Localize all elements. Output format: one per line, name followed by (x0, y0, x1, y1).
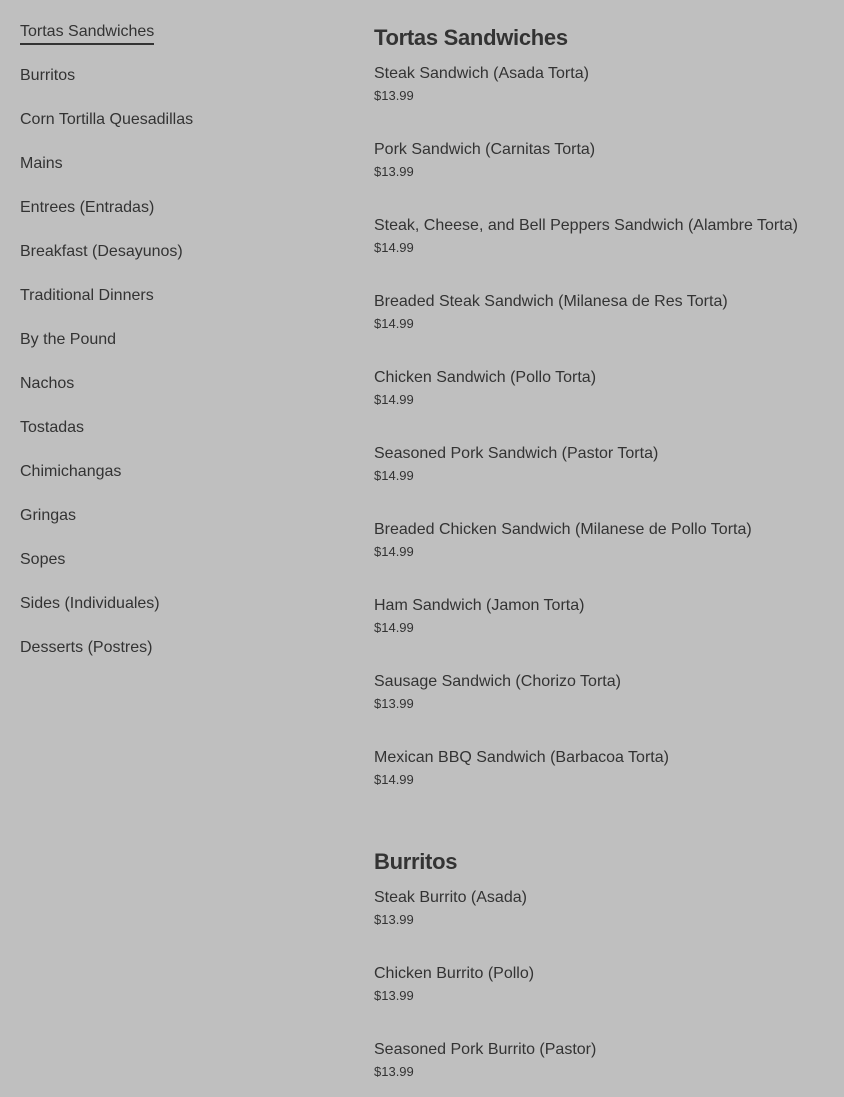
nav-item-label: Breakfast (Desayunos) (20, 243, 183, 260)
menu-item-name: Seasoned Pork Burrito (Pastor) (374, 1041, 597, 1058)
menu-item-price: $13.99 (374, 88, 414, 103)
nav-item-label: Nachos (20, 375, 75, 392)
nav-item-label: Tostadas (20, 419, 85, 436)
nav-item-label: Traditional Dinners (20, 287, 154, 304)
nav-item-label: Sopes (20, 551, 66, 568)
nav-item-label: Tortas Sandwiches (20, 21, 154, 45)
menu-item[interactable] (374, 1038, 834, 1097)
nav-item-corn-tortilla-quesadillas[interactable] (20, 108, 340, 152)
menu-item-price: $14.99 (374, 392, 414, 407)
menu-item-name: Seasoned Pork Sandwich (Pastor Torta) (374, 445, 659, 462)
nav-item-gringas[interactable] (20, 504, 340, 548)
menu-item[interactable] (374, 138, 834, 214)
nav-item-label: Chimichangas (20, 463, 122, 480)
category-nav (20, 20, 340, 680)
nav-item-label: Mains (20, 155, 63, 172)
menu-item-name: Steak Burrito (Asada) (374, 889, 527, 906)
nav-item-label: Desserts (Postres) (20, 639, 153, 656)
section-title: Tortas Sandwiches (374, 25, 568, 50)
menu-content (374, 22, 834, 1097)
menu-item-price: $14.99 (374, 316, 414, 331)
menu-section-tortas (374, 22, 834, 822)
menu-item-name: Ham Sandwich (Jamon Torta) (374, 597, 585, 614)
menu-item[interactable] (374, 594, 834, 670)
nav-item-breakfast[interactable] (20, 240, 340, 284)
section-title: Burritos (374, 849, 458, 874)
menu-item-price: $14.99 (374, 772, 414, 787)
nav-item-label: Sides (Individuales) (20, 595, 160, 612)
menu-item-name: Steak, Cheese, and Bell Peppers Sandwich (Alambre Torta) (374, 217, 798, 234)
menu-item-name: Steak Sandwich (Asada Torta) (374, 65, 589, 82)
nav-item-burritos[interactable] (20, 64, 340, 108)
nav-item-label: Gringas (20, 507, 77, 524)
menu-item[interactable] (374, 746, 834, 822)
nav-item-label: Corn Tortilla Quesadillas (20, 111, 194, 128)
nav-item-label: By the Pound (20, 331, 117, 348)
nav-item-mains[interactable] (20, 152, 340, 196)
menu-item[interactable] (374, 518, 834, 594)
nav-item-desserts[interactable] (20, 636, 340, 680)
menu-item-price: $14.99 (374, 544, 414, 559)
nav-item-label: Entrees (Entradas) (20, 199, 155, 216)
menu-item-name: Breaded Steak Sandwich (Milanesa de Res Torta) (374, 293, 728, 310)
nav-item-entrees[interactable] (20, 196, 340, 240)
menu-section-burritos (374, 846, 834, 1097)
nav-item-traditional-dinners[interactable] (20, 284, 340, 328)
menu-item-price: $14.99 (374, 620, 414, 635)
nav-item-chimichangas[interactable] (20, 460, 340, 504)
menu-item[interactable] (374, 442, 834, 518)
menu-item-price: $14.99 (374, 468, 414, 483)
menu-item-price: $13.99 (374, 988, 414, 1003)
nav-item-sides[interactable] (20, 592, 340, 636)
menu-item[interactable] (374, 962, 834, 1038)
menu-item-price: $13.99 (374, 696, 414, 711)
menu-item-name: Sausage Sandwich (Chorizo Torta) (374, 673, 621, 690)
menu-item-price: $13.99 (374, 1064, 414, 1079)
menu-item-name: Chicken Burrito (Pollo) (374, 965, 535, 982)
nav-item-label: Burritos (20, 67, 76, 84)
menu-item-name: Mexican BBQ Sandwich (Barbacoa Torta) (374, 749, 669, 766)
menu-item[interactable] (374, 62, 834, 138)
menu-item[interactable] (374, 670, 834, 746)
menu-item[interactable] (374, 290, 834, 366)
menu-item-name: Chicken Sandwich (Pollo Torta) (374, 369, 597, 386)
nav-item-tostadas[interactable] (20, 416, 340, 460)
nav-item-nachos[interactable] (20, 372, 340, 416)
nav-item-by-the-pound[interactable] (20, 328, 340, 372)
menu-item-price: $13.99 (374, 164, 414, 179)
menu-item[interactable] (374, 214, 834, 290)
menu-item[interactable] (374, 366, 834, 442)
menu-item-price: $13.99 (374, 912, 414, 927)
nav-item-sopes[interactable] (20, 548, 340, 592)
menu-item-name: Breaded Chicken Sandwich (Milanese de Pollo Torta) (374, 521, 752, 538)
menu-item[interactable] (374, 886, 834, 962)
menu-item-name: Pork Sandwich (Carnitas Torta) (374, 141, 596, 158)
menu-item-price: $14.99 (374, 240, 414, 255)
nav-item-tortas-sandwiches[interactable] (20, 20, 340, 64)
